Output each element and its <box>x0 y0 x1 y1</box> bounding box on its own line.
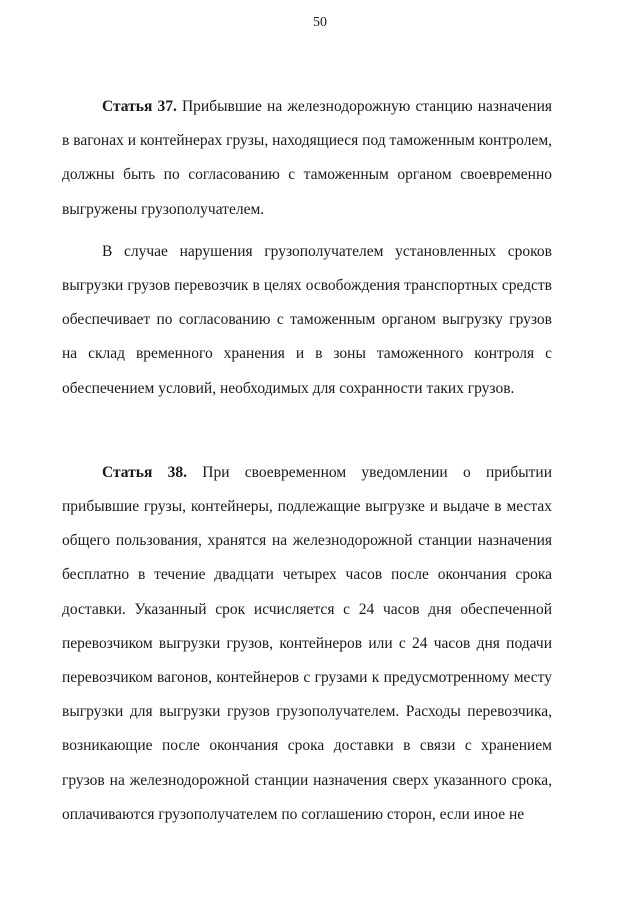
article-37-text: Прибывшие на железнодорожную станцию назначения в вагонах и контейнерах грузы, находящиеся под таможенным контролем, должны быть по согласованию с таможенным органом своевременно выгружены грузополучателем. <box>62 98 553 218</box>
article-38-paragraph-1 <box>62 456 552 832</box>
document-body <box>62 90 552 832</box>
article-38-text: При своевременном уведомлении о прибытии прибывшие грузы, контейнеры, подлежащие выгрузке и выдаче в местах общего пользования, хранятся на железнодорожной станции назначения бесплатно в течение двадцати четырех часов после окончания срока доставки. Указанный срок исчисляется с 24 часов дня обеспеченной перевозчиком выгрузки грузов, контейнеров или с 24 часов дня подачи перевозчиком вагонов, контейнеров с грузами к предусмотренному месту выгрузки для выгрузки грузов грузополучателем. Расходы перевозчика, возникающие после окончания срока доставки в связи с хранением грузов на железнодорожной станции назначения сверх указанного срока, оплачиваются грузополучателем по соглашению сторон, если иное не <box>62 463 552 823</box>
article-38-label: Статья 38. <box>102 463 187 481</box>
article-37-label: Статья 37. <box>102 98 177 115</box>
article-37-paragraph-1 <box>62 90 552 227</box>
article-37-paragraph-2: В случае нарушения грузополучателем установленных сроков выгрузки грузов перевозчик в целях освобождения транспортных средств обеспечивает по согласованию с таможенным органом выгрузку грузов на склад временного хранения и в зоны таможенного контроля с обеспечением условий, необходимых для сохранности таких грузов. <box>62 242 552 397</box>
page-number: 50 <box>313 15 327 30</box>
